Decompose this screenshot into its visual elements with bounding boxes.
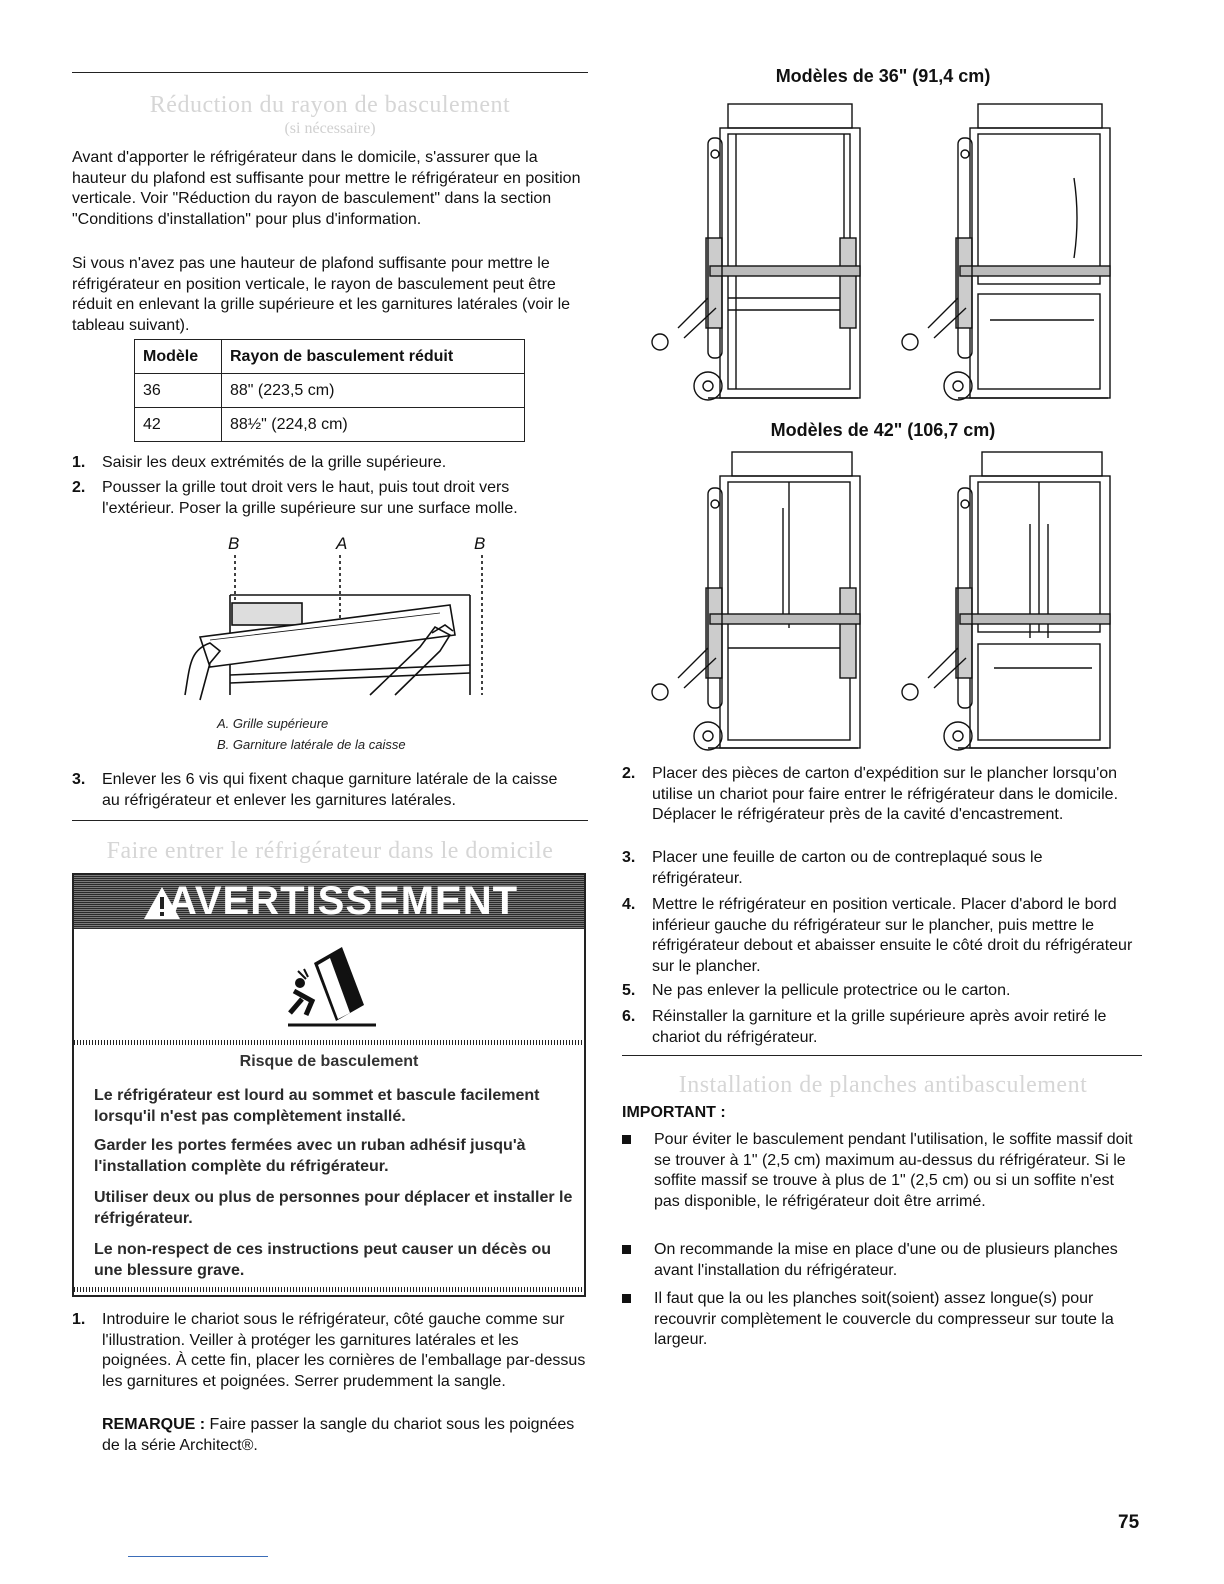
step-text: Saisir les deux extrémités de la grille supérieure. — [102, 454, 447, 471]
section-rule-top — [72, 72, 588, 73]
figure-caption-a: A. Grille supérieure — [217, 716, 329, 731]
warning-banner-text: AVERTISSEMENT — [167, 879, 519, 923]
bullet-square-icon — [622, 1135, 631, 1144]
step-number: 2. — [72, 479, 86, 496]
fridge-36-illustration-right — [898, 98, 1118, 403]
table-row — [135, 374, 525, 408]
models-36-heading: Modèles de 36" (91,4 cm) — [775, 66, 991, 86]
warning-banner — [74, 875, 584, 929]
warning-divider-stripe — [74, 1040, 584, 1045]
bullet-text: Il faut que la ou les planches soit(soient) assez longue(s) pour recouvrir complètement le couvercle du compresseur sur toute la largeur. — [654, 1290, 1114, 1348]
footer-line — [128, 1556, 268, 1557]
figure-label-a: A — [336, 534, 348, 553]
fridge-36-illustration-left — [648, 98, 868, 403]
note-paragraph — [102, 1415, 588, 1456]
warning-line: Utiliser deux ou plus de personnes pour déplacer et installer le réfrigérateur. — [94, 1189, 573, 1227]
warning-line: Garder les portes fermées avec un ruban adhésif jusqu'à l'installation complète du réfrigérateur. — [94, 1137, 526, 1175]
step-text: Pousser la grille tout droit vers le haut, puis tout droit vers l'extérieur. Poser la grille supérieure sur une surface molle. — [102, 479, 518, 517]
figure-label-b-right: B — [474, 534, 486, 553]
step-text: Placer des pièces de carton d'expédition sur le plancher lorsqu'on utilise un chariot pour faire entrer le réfrigérateur dans le domicile. Déplacer le réfrigérateur près de la cavité d'encastrement. — [652, 765, 1119, 823]
fridge-42-illustration-left — [648, 448, 868, 753]
warning-box — [72, 873, 586, 1297]
step-number: 6. — [622, 1008, 636, 1025]
section-title-reduction: Réduction du rayon de basculement — [149, 92, 511, 118]
bullet-text: On recommande la mise en place d'une ou de plusieurs planches avant l'installation du réfrigérateur. — [654, 1241, 1118, 1279]
step-text: Enlever les 6 vis qui fixent chaque garniture latérale de la caisse au réfrigérateur et enlever les garnitures latérales. — [102, 771, 558, 809]
bullet-text: Pour éviter le basculement pendant l'utilisation, le soffite massif doit se trouver à 1" (2,5 cm) maximum au-dessus du réfrigérateur. Si le soffite massif se trouve à plus de 1" (2,5 cm) ou si un soffite n'est pas disponible, le réfrigérateur doit être arrimé. — [654, 1131, 1133, 1210]
table-cell: 88" (223,5 cm) — [222, 374, 525, 408]
figure-label-b-left: B — [228, 534, 240, 553]
intro-paragraph-1: Avant d'apporter le réfrigérateur dans le domicile, s'assurer que la hauteur du plafond est suffisante pour mettre le réfrigérateur en position verticale. Voir "Réduction du rayon de basculement" dans la section "Conditions d'installation" pour plus d'information. — [72, 149, 581, 228]
table-cell: 36 — [135, 374, 222, 408]
section-rule-2 — [72, 820, 588, 821]
table-header-cell: Modèle — [135, 340, 222, 374]
page-number: 75 — [1118, 1512, 1140, 1533]
section-title-planches: Installation de planches antibasculement — [678, 1072, 1088, 1098]
table-header-row — [135, 340, 525, 374]
step-text: Ne pas enlever la pellicule protectrice ou le carton. — [652, 982, 1011, 999]
section-title-domicile: Faire entrer le réfrigérateur dans le domicile — [106, 838, 554, 864]
note-text: Faire passer la sangle du chariot sous les poignées de la série Architect®. — [102, 1416, 575, 1454]
step-number: 4. — [622, 896, 636, 913]
models-42-heading: Modèles de 42" (106,7 cm) — [770, 420, 996, 440]
fridge-42-illustration-right — [898, 448, 1118, 753]
warning-line: Le non-respect de ces instructions peut causer un décès ou une blessure grave. — [94, 1241, 552, 1279]
step-number: 5. — [622, 982, 636, 999]
intro-paragraph-2: Si vous n'avez pas une hauteur de plafond suffisante pour mettre le réfrigérateur en position verticale, le rayon de basculement peut être réduit en enlevant la grille supérieure et les garnitures latérales (voir le tableau suivant). — [72, 255, 571, 334]
step-text: Introduire le chariot sous le réfrigérateur, côté gauche comme sur l'illustration. Veiller à protéger les garnitures latérales et les poignées. À cette fin, placer les cornières de l'emballage par-dessus les garnitures et poignées. Serrer prudemment la sangle. — [102, 1311, 586, 1390]
step-number: 1. — [72, 1311, 86, 1328]
table-cell: 88½" (224,8 cm) — [222, 408, 525, 442]
step-text: Mettre le réfrigérateur en position verticale. Placer d'abord le bord inférieur gauche du réfrigérateur sur le plancher, puis mettre le réfrigérateur debout et abaisser ensuite le côté droit du réfrigérateur sur le plancher. — [652, 896, 1133, 975]
step-number: 3. — [72, 771, 86, 788]
section-subtitle: (si nécessaire) — [284, 120, 376, 137]
warning-bottom-stripe — [74, 1287, 584, 1292]
tip-radius-table — [134, 339, 525, 442]
step-number: 1. — [72, 454, 86, 471]
warning-line: Le réfrigérateur est lourd au sommet et bascule facilement lorsqu'il n'est pas complètement installé. — [94, 1087, 540, 1125]
important-label: IMPORTANT : — [622, 1104, 726, 1121]
table-row — [135, 408, 525, 442]
bullet-square-icon — [622, 1245, 631, 1254]
note-label: REMARQUE : — [102, 1416, 206, 1433]
grille-removal-illustration — [170, 555, 490, 705]
figure-caption-b: B. Garniture latérale de la caisse — [217, 737, 406, 752]
table-header-cell: Rayon de basculement réduit — [222, 340, 525, 374]
step-text: Placer une feuille de carton ou de contreplaqué sous le réfrigérateur. — [652, 849, 1043, 887]
step-number: 2. — [622, 765, 636, 782]
step-number: 3. — [622, 849, 636, 866]
step-text: Réinstaller la garniture et la grille supérieure après avoir retiré le chariot du réfrigérateur. — [652, 1008, 1107, 1046]
table-cell: 42 — [135, 408, 222, 442]
tip-over-hazard-icon — [284, 943, 380, 1031]
bullet-square-icon — [622, 1294, 631, 1303]
section-rule-3 — [622, 1055, 1142, 1056]
warning-risk-title: Risque de basculement — [239, 1053, 419, 1070]
